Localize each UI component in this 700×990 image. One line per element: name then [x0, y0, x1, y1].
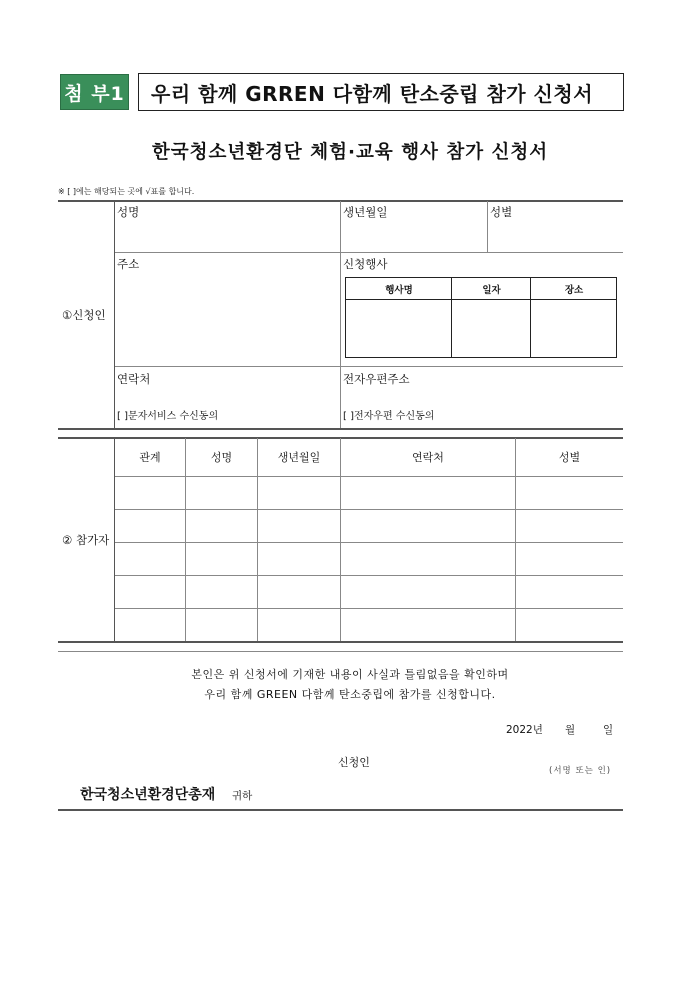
sms-consent-checkbox[interactable]: [ ]문자서비스 수신동의	[117, 411, 219, 422]
instruction-note: ※ [ ]에는 해당되는 곳에 √표를 합니다.	[58, 187, 195, 196]
participants-bottom-border	[58, 641, 623, 643]
participants-row-3	[115, 542, 623, 543]
email-label: 전자우편주소	[343, 372, 410, 386]
document-title: 한국청소년환경단 체험·교육 행사 참가 신청서	[151, 142, 549, 163]
applicant-label-divider	[114, 201, 115, 428]
footer-border	[58, 809, 623, 811]
row-divider-1	[115, 252, 623, 253]
date-day: 일	[603, 724, 614, 736]
header-name: 성명	[210, 451, 233, 464]
event-col-divider-1	[451, 278, 452, 357]
email-consent-checkbox[interactable]: [ ]전자우편 수신동의	[343, 411, 435, 422]
header-relation: 관계	[139, 451, 161, 464]
event-label: 신청행사	[343, 257, 388, 271]
event-date-header: 일자	[452, 278, 531, 300]
statement-line-2: 우리 함께 GREEN 다함께 탄소중립에 참가를 신청합니다.	[204, 688, 496, 701]
signer-label: 신청인	[338, 756, 370, 769]
event-col-divider-2	[530, 278, 531, 357]
participants-section-label: ② 참가자	[62, 533, 110, 547]
recipient-suffix: 귀하	[232, 790, 253, 802]
recipient-organization: 한국청소년환경단총재	[80, 787, 216, 803]
applicant-section-label: ①신청인	[62, 308, 106, 322]
row-divider-2	[115, 366, 623, 367]
header-contact: 연락처	[412, 451, 444, 464]
form-title-box	[138, 73, 624, 111]
date-month: 월	[565, 724, 576, 736]
event-place-header: 장소	[531, 278, 617, 300]
participants-row-5	[115, 608, 623, 609]
contact-label: 연락처	[117, 372, 151, 386]
event-table	[345, 277, 617, 358]
participants-row-1	[115, 476, 623, 477]
applicant-bottom-border	[58, 428, 623, 430]
form-title: 우리 함께 GRREN 다함께 탄소중립 참가 신청서	[151, 81, 594, 106]
gender-label: 성별	[490, 205, 513, 219]
participants-row-4	[115, 575, 623, 576]
header-gender: 성별	[558, 451, 581, 464]
name-label: 성명	[117, 205, 140, 219]
statement-divider	[58, 651, 623, 652]
attachment-badge: 첨 부1	[60, 74, 129, 110]
event-name-header: 행사명	[346, 278, 452, 300]
address-label: 주소	[117, 257, 140, 271]
header-birth: 생년월일	[277, 451, 321, 464]
statement-line-1: 본인은 위 신청서에 기재한 내용이 사실과 틀림없음을 확인하며	[191, 668, 509, 681]
applicant-middle-divider	[340, 201, 341, 428]
participants-row-2	[115, 509, 623, 510]
date-year: 2022년	[506, 724, 543, 736]
birth-label: 생년월일	[343, 205, 388, 219]
gender-divider	[487, 201, 488, 253]
signature-note: (서명 또는 인)	[549, 766, 612, 776]
